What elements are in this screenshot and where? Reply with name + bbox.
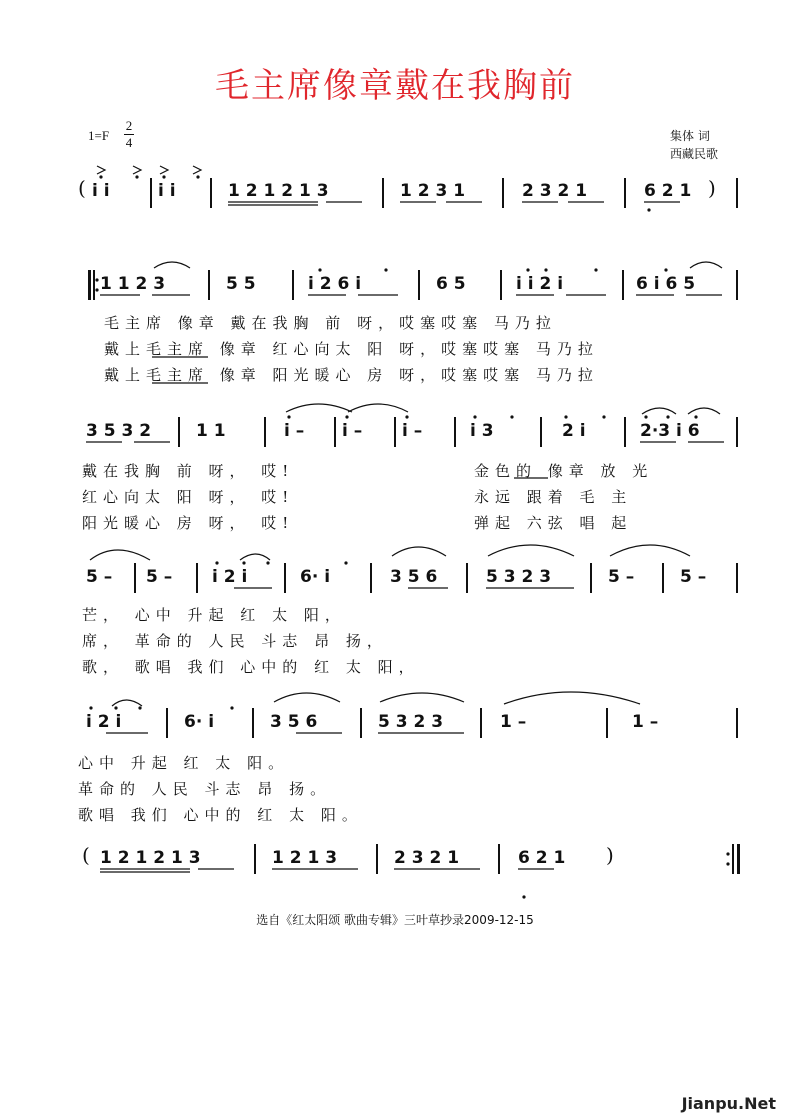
- composer-credit: 西藏民歌: [670, 147, 719, 161]
- measure: 5 5: [226, 274, 256, 294]
- measure: 5 –: [608, 567, 635, 587]
- lyric-verse-3: 歌， 歌唱 我们 心中的 红 太 阳，: [82, 658, 420, 676]
- measure: i 2 i: [86, 712, 122, 732]
- measure: 6 2 1: [644, 181, 692, 201]
- lyric-verse-3: 阳光暖心 房 呀， 哎!: [82, 514, 295, 532]
- measure: 1 2 3 1: [400, 181, 466, 201]
- measure: 2 3 2 1: [522, 181, 588, 201]
- open-paren: (: [82, 843, 90, 867]
- measure: 6 5: [436, 274, 466, 294]
- measure: 5 –: [680, 567, 707, 587]
- measure: i i: [92, 181, 110, 201]
- measure: i i: [158, 181, 176, 201]
- measure: i –: [402, 421, 423, 441]
- lyric-verse-1: 戴在我胸 前 呀， 哎!: [82, 462, 295, 480]
- measure: i 3: [470, 421, 494, 441]
- measure: 6 2 1: [518, 848, 566, 868]
- measure: 5 –: [146, 567, 173, 587]
- lyric-verse-1: 毛主席 像章 戴在我胸 前 呀，哎塞哎塞 马乃拉: [104, 314, 557, 332]
- measure: 5 3 2 3: [486, 567, 552, 587]
- time-signature-bottom: 4: [125, 135, 133, 150]
- lyric-verse-2: 革命的 人民 斗志 昂 扬。: [78, 780, 332, 798]
- measure: 3 5 6: [390, 567, 438, 587]
- measure: 6· i: [184, 712, 215, 732]
- lyric-verse-2: 红心向太 阳 呀， 哎!: [82, 488, 295, 506]
- measure: 5 –: [86, 567, 113, 587]
- measure: 1 –: [500, 712, 527, 732]
- lyric-verse-1: 心中 升起 红 太 阳。: [78, 754, 290, 772]
- measure: 1 1 2 3: [100, 274, 166, 294]
- close-paren: ): [708, 176, 716, 200]
- lyric-verse-2: 席， 革命的 人民 斗志 昂 扬，: [82, 632, 388, 650]
- measure: 6· i: [300, 567, 331, 587]
- measure: 1 –: [632, 712, 659, 732]
- measure: 5 3 2 3: [378, 712, 444, 732]
- lyric-verse-1: 金色的 像章 放 光: [474, 462, 654, 480]
- measure: 3 5 6: [270, 712, 318, 732]
- measure: 1 2 1 2 1 3: [100, 848, 201, 868]
- key-signature: 1=F: [88, 128, 110, 143]
- measure: 2·3 i 6: [640, 421, 700, 441]
- measure: 2 3 2 1: [394, 848, 460, 868]
- measure: i i 2 i: [516, 274, 564, 294]
- lyric-verse-1: 芒， 心中 升起 红 太 阳，: [82, 606, 346, 624]
- lyric-verse-3: 戴上毛主席 像章 阳光暖心 房 呀，哎塞哎塞 马乃拉: [104, 366, 599, 384]
- lyric-verse-3: 弹起 六弦 唱 起: [474, 514, 633, 532]
- lyric-verse-2: 永远 跟着 毛 主: [474, 488, 633, 506]
- measure: 2 i: [562, 421, 586, 441]
- measure: i 2 i: [212, 567, 248, 587]
- song-title: 毛主席像章戴在我胸前: [215, 66, 575, 106]
- close-paren: ): [606, 843, 614, 867]
- measure: 1 2 1 3: [272, 848, 338, 868]
- source-footer: 选自《红太阳颂 歌曲专辑》三叶草抄录2009-12-15: [256, 913, 534, 927]
- measure: i –: [342, 421, 363, 441]
- lyricist-credit: 集体 词: [670, 129, 710, 143]
- lyric-verse-2: 戴上毛主席 像章 红心向太 阳 呀，哎塞哎塞 马乃拉: [104, 340, 599, 358]
- measure: 1 1: [196, 421, 226, 441]
- time-signature-top: 2: [125, 118, 133, 133]
- watermark: Jianpu.Net: [681, 1094, 776, 1113]
- measure: i 2 6 i: [308, 274, 362, 294]
- open-paren: (: [78, 176, 86, 200]
- lyric-verse-3: 歌唱 我们 心中的 红 太 阳。: [78, 806, 363, 824]
- measure: 6 i 6 5: [636, 274, 696, 294]
- measure: 1 2 1 2 1 3: [228, 181, 329, 201]
- measure: 3 5 3 2: [86, 421, 152, 441]
- measure: i –: [284, 421, 305, 441]
